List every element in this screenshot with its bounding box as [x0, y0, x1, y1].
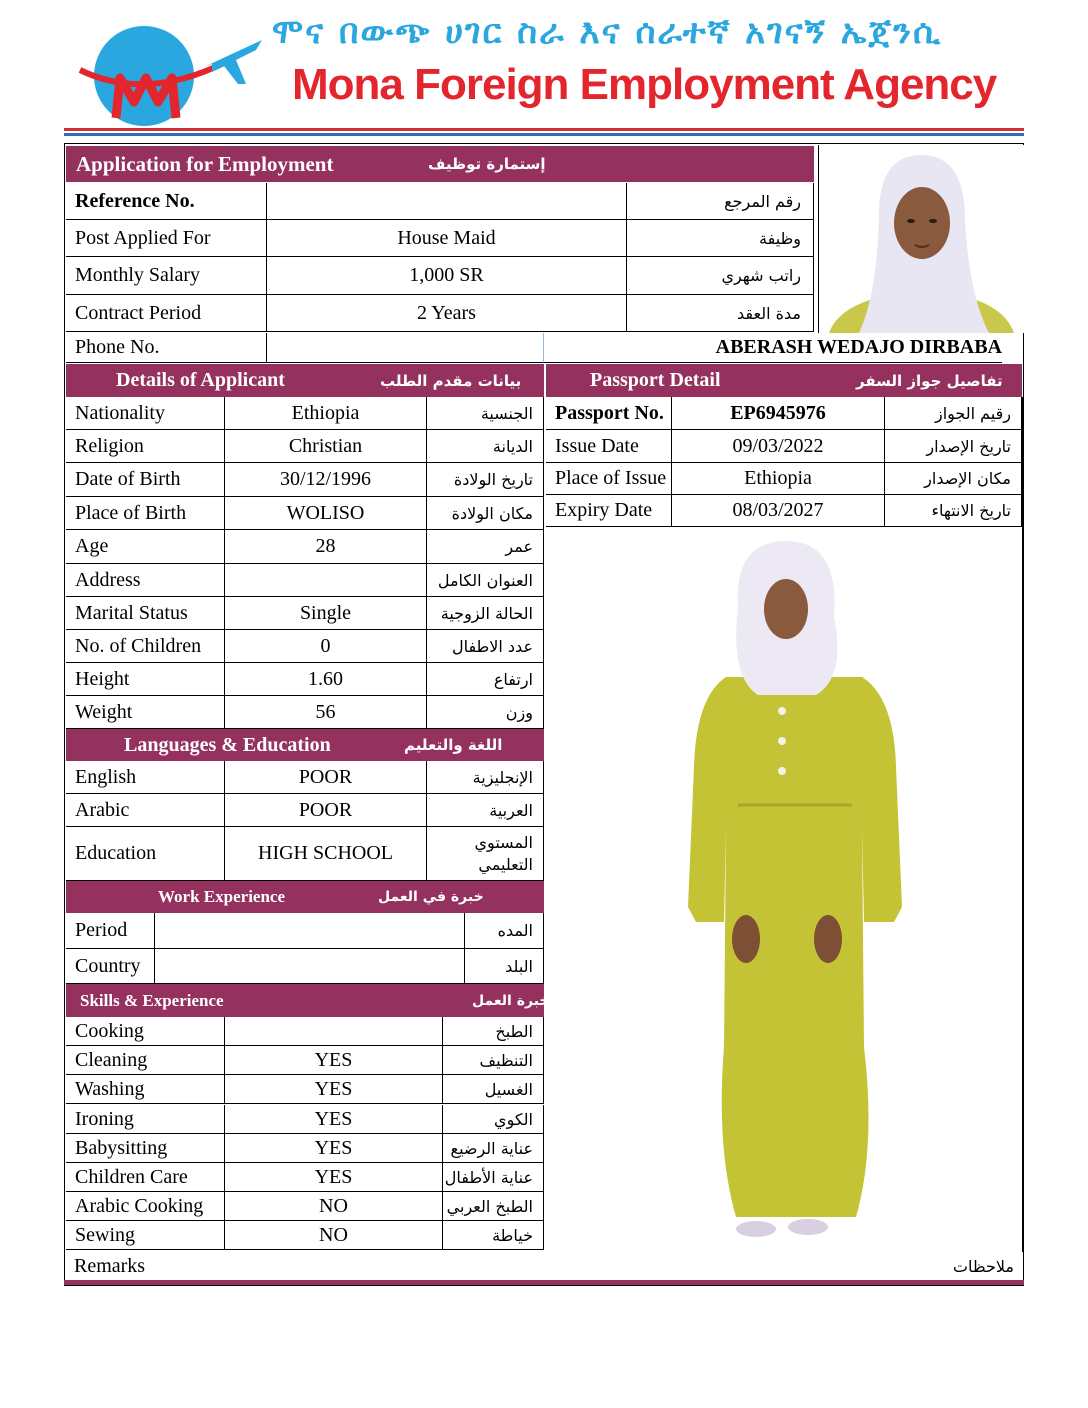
passport-row-label: Passport No.: [546, 397, 672, 430]
languages-row-value: HIGH SCHOOL: [225, 827, 427, 881]
details-row-arabic-label: الديانة: [427, 430, 544, 463]
skills-row-value: [225, 1017, 443, 1046]
passport-row-label: Place of Issue: [546, 463, 672, 495]
skills-row-value: YES: [225, 1134, 443, 1163]
application-row-value: 2 Years: [267, 295, 627, 332]
phone-label: Phone No.: [66, 333, 267, 363]
passport-row-label: Expiry Date: [546, 495, 672, 527]
application-row-label: Reference No.: [66, 183, 267, 220]
details-row-label: No. of Children: [66, 630, 225, 663]
passport-row-arabic-label: تاريخ الانتهاء: [885, 495, 1022, 527]
skills-row-arabic-label: الغسيل: [443, 1075, 544, 1104]
remarks-label: Remarks: [74, 1254, 146, 1277]
application-row-value: [267, 183, 627, 220]
work-row-label: Country: [66, 949, 155, 984]
skills-row-label: Cooking: [66, 1017, 225, 1046]
application-row-label: Contract Period: [66, 295, 267, 332]
details-row-label: Date of Birth: [66, 463, 225, 497]
work-row-label: Period: [66, 913, 155, 949]
agency-title-english: Mona Foreign Employment Agency: [292, 60, 997, 109]
remarks-bottom-bar: [64, 1280, 1024, 1285]
details-row-value: WOLISO: [225, 497, 427, 530]
application-row-arabic-label: وظيفة: [627, 220, 814, 257]
skills-row-label: Sewing: [66, 1221, 225, 1250]
details-title: Details of Applicant: [116, 369, 285, 391]
skills-row-arabic-label: خياطة: [443, 1221, 544, 1250]
application-row-value: House Maid: [267, 220, 627, 257]
details-row-label: Place of Birth: [66, 497, 225, 530]
languages-row-arabic-label: العربية: [427, 794, 544, 827]
photo-border: [1022, 397, 1023, 1252]
languages-row-label: English: [66, 761, 225, 794]
details-row-value: 56: [225, 696, 427, 729]
skills-row-arabic-label: الطبخ: [443, 1017, 544, 1046]
details-row-value: 1.60: [225, 663, 427, 696]
details-row-value: [225, 564, 427, 597]
remarks-arabic-label: ملاحظات: [952, 1256, 1014, 1276]
work-row-arabic-label: البلد: [465, 949, 544, 984]
application-row-value: 1,000 SR: [267, 257, 627, 295]
passport-row-value: 09/03/2022: [672, 430, 885, 463]
languages-row-label: Arabic: [66, 794, 225, 827]
applicant-name: ABERASH WEDAJO DIRBABA: [544, 333, 1002, 363]
header-divider: [64, 128, 1024, 131]
passport-row-arabic-label: تاريخ الإصدار: [885, 430, 1022, 463]
details-row-value: 0: [225, 630, 427, 663]
passport-row-arabic-label: رقيم الجواز: [885, 397, 1022, 430]
application-row-arabic-label: مدة العقد: [627, 295, 814, 332]
languages-title-arabic: اللغة والتعليم: [404, 736, 503, 754]
passport-title-bar: [546, 364, 1022, 397]
application-title-bar: [66, 146, 814, 182]
work-title-arabic: خبرة في العمل: [378, 889, 484, 905]
details-row-arabic-label: عمر: [427, 530, 544, 564]
languages-row-value: POOR: [225, 794, 427, 827]
details-row-value: 28: [225, 530, 427, 564]
skills-row-label: Ironing: [66, 1105, 225, 1134]
details-row-arabic-label: مكان الولادة: [427, 497, 544, 530]
application-row-arabic-label: رقم المرجع: [627, 183, 814, 220]
skills-row-label: Arabic Cooking: [66, 1192, 225, 1221]
application-row-label: Post Applied For: [66, 220, 267, 257]
details-title-bar: [66, 364, 544, 397]
details-row-arabic-label: عدد الاطفال: [427, 630, 544, 663]
skills-row-label: Cleaning: [66, 1046, 225, 1075]
applicant-full-body-photo: [546, 527, 1022, 1251]
application-row-label: Monthly Salary: [66, 257, 267, 295]
skills-row-value: YES: [225, 1046, 443, 1075]
languages-row-value: POOR: [225, 761, 427, 794]
languages-row-arabic-label: الإنجليزية: [427, 761, 544, 794]
skills-row-label: Washing: [66, 1075, 225, 1104]
languages-title-bar: [66, 729, 544, 761]
work-title: Work Experience: [158, 887, 286, 906]
work-row-value: [155, 949, 465, 984]
passport-title-arabic: تفاصيل جواز السفر: [856, 371, 1003, 390]
details-row-label: Age: [66, 530, 225, 564]
skills-row-value: YES: [225, 1105, 443, 1134]
passport-title: Passport Detail: [590, 369, 721, 391]
details-row-arabic-label: ارتفاع: [427, 663, 544, 696]
details-row-arabic-label: الجنسية: [427, 397, 544, 430]
work-title-bar: [66, 881, 544, 913]
skills-row-arabic-label: الكوي: [443, 1105, 544, 1134]
passport-row-value: Ethiopia: [672, 463, 885, 495]
details-row-arabic-label: تاريخ الولادة: [427, 463, 544, 497]
applicant-portrait-photo: [818, 145, 1024, 333]
details-row-value: 30/12/1996: [225, 463, 427, 497]
skills-row-value: NO: [225, 1192, 443, 1221]
skills-row-value: NO: [225, 1221, 443, 1250]
details-row-label: Address: [66, 564, 225, 597]
header-divider: [64, 133, 1024, 136]
details-row-arabic-label: العنوان الكامل: [427, 564, 544, 597]
details-row-value: Single: [225, 597, 427, 630]
details-row-label: Marital Status: [66, 597, 225, 630]
skills-row-arabic-label: الطبخ العربي: [443, 1192, 544, 1221]
details-row-label: Religion: [66, 430, 225, 463]
passport-row-arabic-label: مكان الإصدار: [885, 463, 1022, 495]
work-row-arabic-label: المده: [465, 913, 544, 949]
passport-row-value: EP6945976: [672, 397, 885, 430]
agency-logo: [76, 18, 266, 128]
agency-title-amharic: ሞና በውጭ ሀገር ስራ እና ሰራተኛ አገናኝ ኤጀንሲ: [272, 12, 943, 52]
languages-row-label: Education: [66, 827, 225, 881]
languages-row-arabic-label: المستوي التعليمي: [427, 827, 544, 881]
skills-title: Skills & Experience: [80, 990, 224, 1010]
details-row-label: Height: [66, 663, 225, 696]
passport-row-label: Issue Date: [546, 430, 672, 463]
details-row-label: Weight: [66, 696, 225, 729]
details-row-arabic-label: وزن: [427, 696, 544, 729]
skills-row-label: Babysitting: [66, 1134, 225, 1163]
application-title: Application for Employment: [76, 151, 334, 176]
skills-title-bar: [66, 984, 550, 1017]
passport-row-value: 08/03/2027: [672, 495, 885, 527]
details-title-arabic: بيانات مقدم الطلب: [380, 371, 522, 390]
skills-row-value: YES: [225, 1075, 443, 1104]
work-row-value: [155, 913, 465, 949]
application-title-arabic: إستمارة توظيف: [428, 155, 546, 173]
details-row-value: Ethiopia: [225, 397, 427, 430]
skills-row-label: Children Care: [66, 1163, 225, 1192]
skills-row-value: YES: [225, 1163, 443, 1192]
phone-value: [267, 333, 544, 363]
details-row-value: Christian: [225, 430, 427, 463]
languages-title: Languages & Education: [124, 733, 331, 756]
details-row-label: Nationality: [66, 397, 225, 430]
skills-row-arabic-label: عناية الرضيع: [443, 1134, 544, 1163]
skills-row-arabic-label: التنظيف: [443, 1046, 544, 1075]
details-row-arabic-label: الحالة الزوجية: [427, 597, 544, 630]
skills-title-arabic: خبرة العمل: [472, 992, 550, 1009]
skills-row-arabic-label: عناية الأطفال: [443, 1163, 544, 1192]
application-row-arabic-label: راتب شهري: [627, 257, 814, 295]
